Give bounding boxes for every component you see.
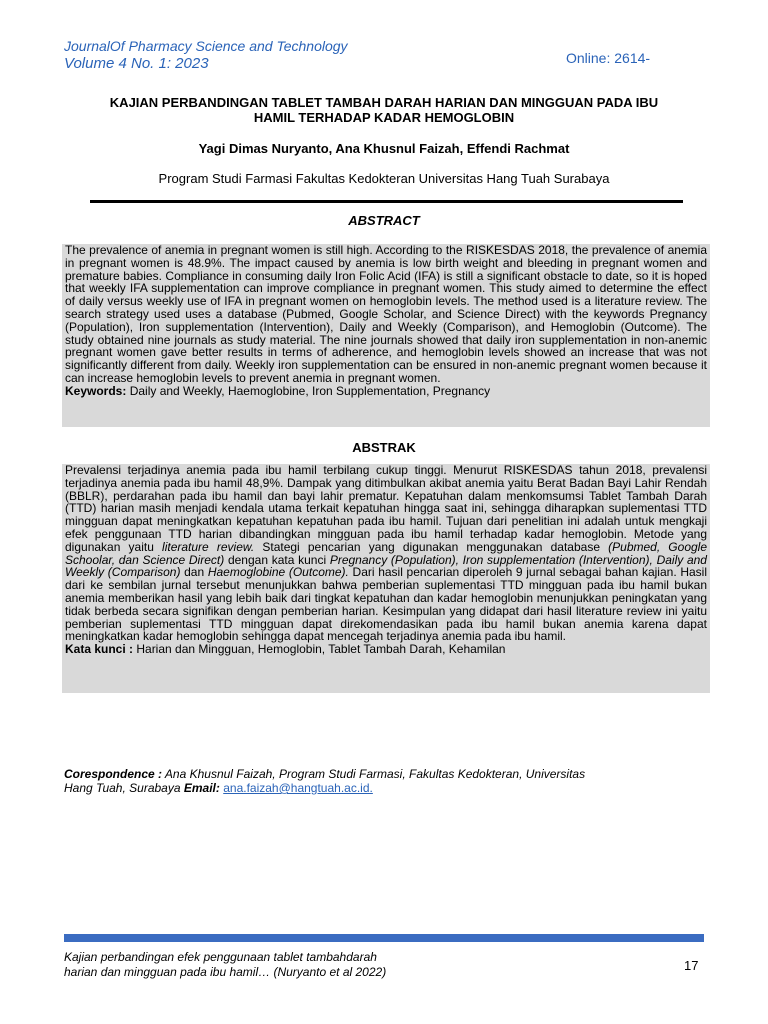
- keywords-text: Daily and Weekly, Haemoglobine, Iron Supplementation, Pregnancy: [126, 383, 491, 398]
- online-issn: Online: 2614-: [566, 50, 651, 66]
- correspondence-label: Corespondence :: [64, 767, 163, 781]
- journal-name: JournalOf Pharmacy Science and Technology: [64, 38, 348, 54]
- paper-title: [64, 95, 704, 125]
- abstract-heading: ABSTRACT: [348, 213, 420, 228]
- title-line-2: HAMIL TERHADAP KADAR HEMOGLOBIN: [253, 110, 515, 125]
- abstract-box: [62, 244, 710, 427]
- abstrak-keywords: [65, 642, 505, 656]
- title-line-1: KAJIAN PERBANDINGAN TABLET TAMBAH DARAH HARIAN DAN MINGGUAN PADA IBU: [109, 95, 659, 110]
- page-number: 17: [684, 958, 699, 973]
- abstrak-heading: ABSTRAK: [352, 440, 416, 455]
- affiliation: Program Studi Farmasi Fakultas Kedokteran Universitas Hang Tuah Surabaya: [158, 171, 610, 186]
- email-link[interactable]: ana.faizah@hangtuah.ac.id.: [223, 781, 373, 795]
- journal-header: [64, 38, 348, 72]
- kata-kunci-label: Kata kunci :: [65, 642, 134, 657]
- email-label: Email:: [183, 781, 220, 795]
- footer-running-title: Kajian perbandingan efek penggunaan tablet tambahdarah harian dan mingguan pada ibu hamil… (Nuryanto et al 2022): [64, 950, 387, 979]
- abstrak-body: Prevalensi terjadinya anemia pada ibu hamil terbilang cukup tinggi. Menurut RISKESDAS tahun 2018, prevalensi terjadinya anemia pada ibu hamil 48,9%. Dampak yang ditimbulkan akibat anemia yaitu Berat Badan Bayi Lahir Rendah (BBLR), perdarahan pada ibu hamil dan bayi lahir prematur. Kepatuhan dalam menkomsumsi Tablet Tambah Darah (TTD) harian masih menjadi kendala utama terkait kepatuhan hingga saat ini, sehingga diharapkan suplementasi TTD mingguan dapat meningkatkan kepatuhan kepatuhan pada ibu hamil. Tujuan dari penelitian ini adalah untuk mengkaji efek penggunaan TTD harian dibandingkan mingguan pada ibu hamil terhadap kadar hemoglobin. Metode yang digunakan yaitu literature review. Stategi pencarian yang digunakan menggunakan database (Pubmed, Google Schoolar, dan Science Direct) dengan kata kunci Pregnancy (Population), Iron supplementation (Intervention), Daily and Weekly (Comparison) dan Haemoglobine (Outcome). Dari hasil pencarian diperoleh 9 jurnal sebagai bahan kajian. Hasil dari ke sembilan jurnal tersebut menunjukkan bahwa pemberian suplementasi TTD mingguan pada ibu hamil bukan anemia memberikan hasil yang lebih baik dari tingkat kepatuhan dan kadar hemoglobin menunjukkan peningkatan yang tidak berbeda secara signifikan dengan pemberian harian. Kesimpulan yang didapat dari hasil literature review ini yaitu pemberian suplementasi TTD mingguan dapat direkomendasikan pada ibu hamil bukan anemia karena dapat meningkatkan kadar hemoglobin sehingga dapat mencegah terjadinya anemia pada ibu hamil.: [65, 463, 708, 644]
- journal-volume: Volume 4 No. 1: 2023: [64, 55, 209, 72]
- correspondence-text: Ana Khusnul Faizah, Program Studi Farmasi, Fakultas Kedokteran, Universitas: [162, 767, 586, 781]
- abstract-keywords: [65, 384, 490, 398]
- footer-bar: [64, 934, 704, 942]
- abstrak-box: [62, 464, 710, 693]
- authors: Yagi Dimas Nuryanto, Ana Khusnul Faizah, Effendi Rachmat: [198, 141, 570, 156]
- kata-kunci-text: Harian dan Mingguan, Hemoglobin, Tablet Tambah Darah, Kehamilan: [133, 642, 506, 657]
- abstract-body: The prevalence of anemia in pregnant women is still high. According to the RISKESDAS 2018, the prevalence of anemia in pregnant women is 48.9%. The impact caused by anemia is low birth weight and bleeding in pregnant women and premature babies. Compliance in consuming daily Iron Folic Acid (IFA) is still a significant obstacle to date, so it is hoped that weekly IFA supplementation can improve compliance in pregnant women. This study aimed to determine the effect of daily versus weekly use of IFA in pregnant women on hemoglobin levels. The method used is a literature review. The search strategy used uses a database (Pubmed, Google Scholar, and Science Direct) with the keywords Pregnancy (Population), Iron supplementation (Intervention), Daily and Weekly (Comparison), and Hemoglobin (Outcome). The study obtained nine journals as study material. The nine journals showed that daily iron supplementation in non-anemic pregnant women gave better results in terms of adherence, and hemoglobin levels showed an increase that was not significantly different from daily. Weekly iron supplementation can be ensured in non-anemic pregnant women because it can increase hemoglobin levels to prevent anemia in pregnant women.: [65, 243, 707, 385]
- keywords-label: Keywords:: [65, 383, 127, 398]
- correspondence: Corespondence : Ana Khusnul Faizah, Program Studi Farmasi, Fakultas Kedokteran, Universitas Hang Tuah, Surabaya Email: ana.faizah@hangtuah.ac.id.: [64, 767, 586, 795]
- title-divider: [90, 200, 683, 203]
